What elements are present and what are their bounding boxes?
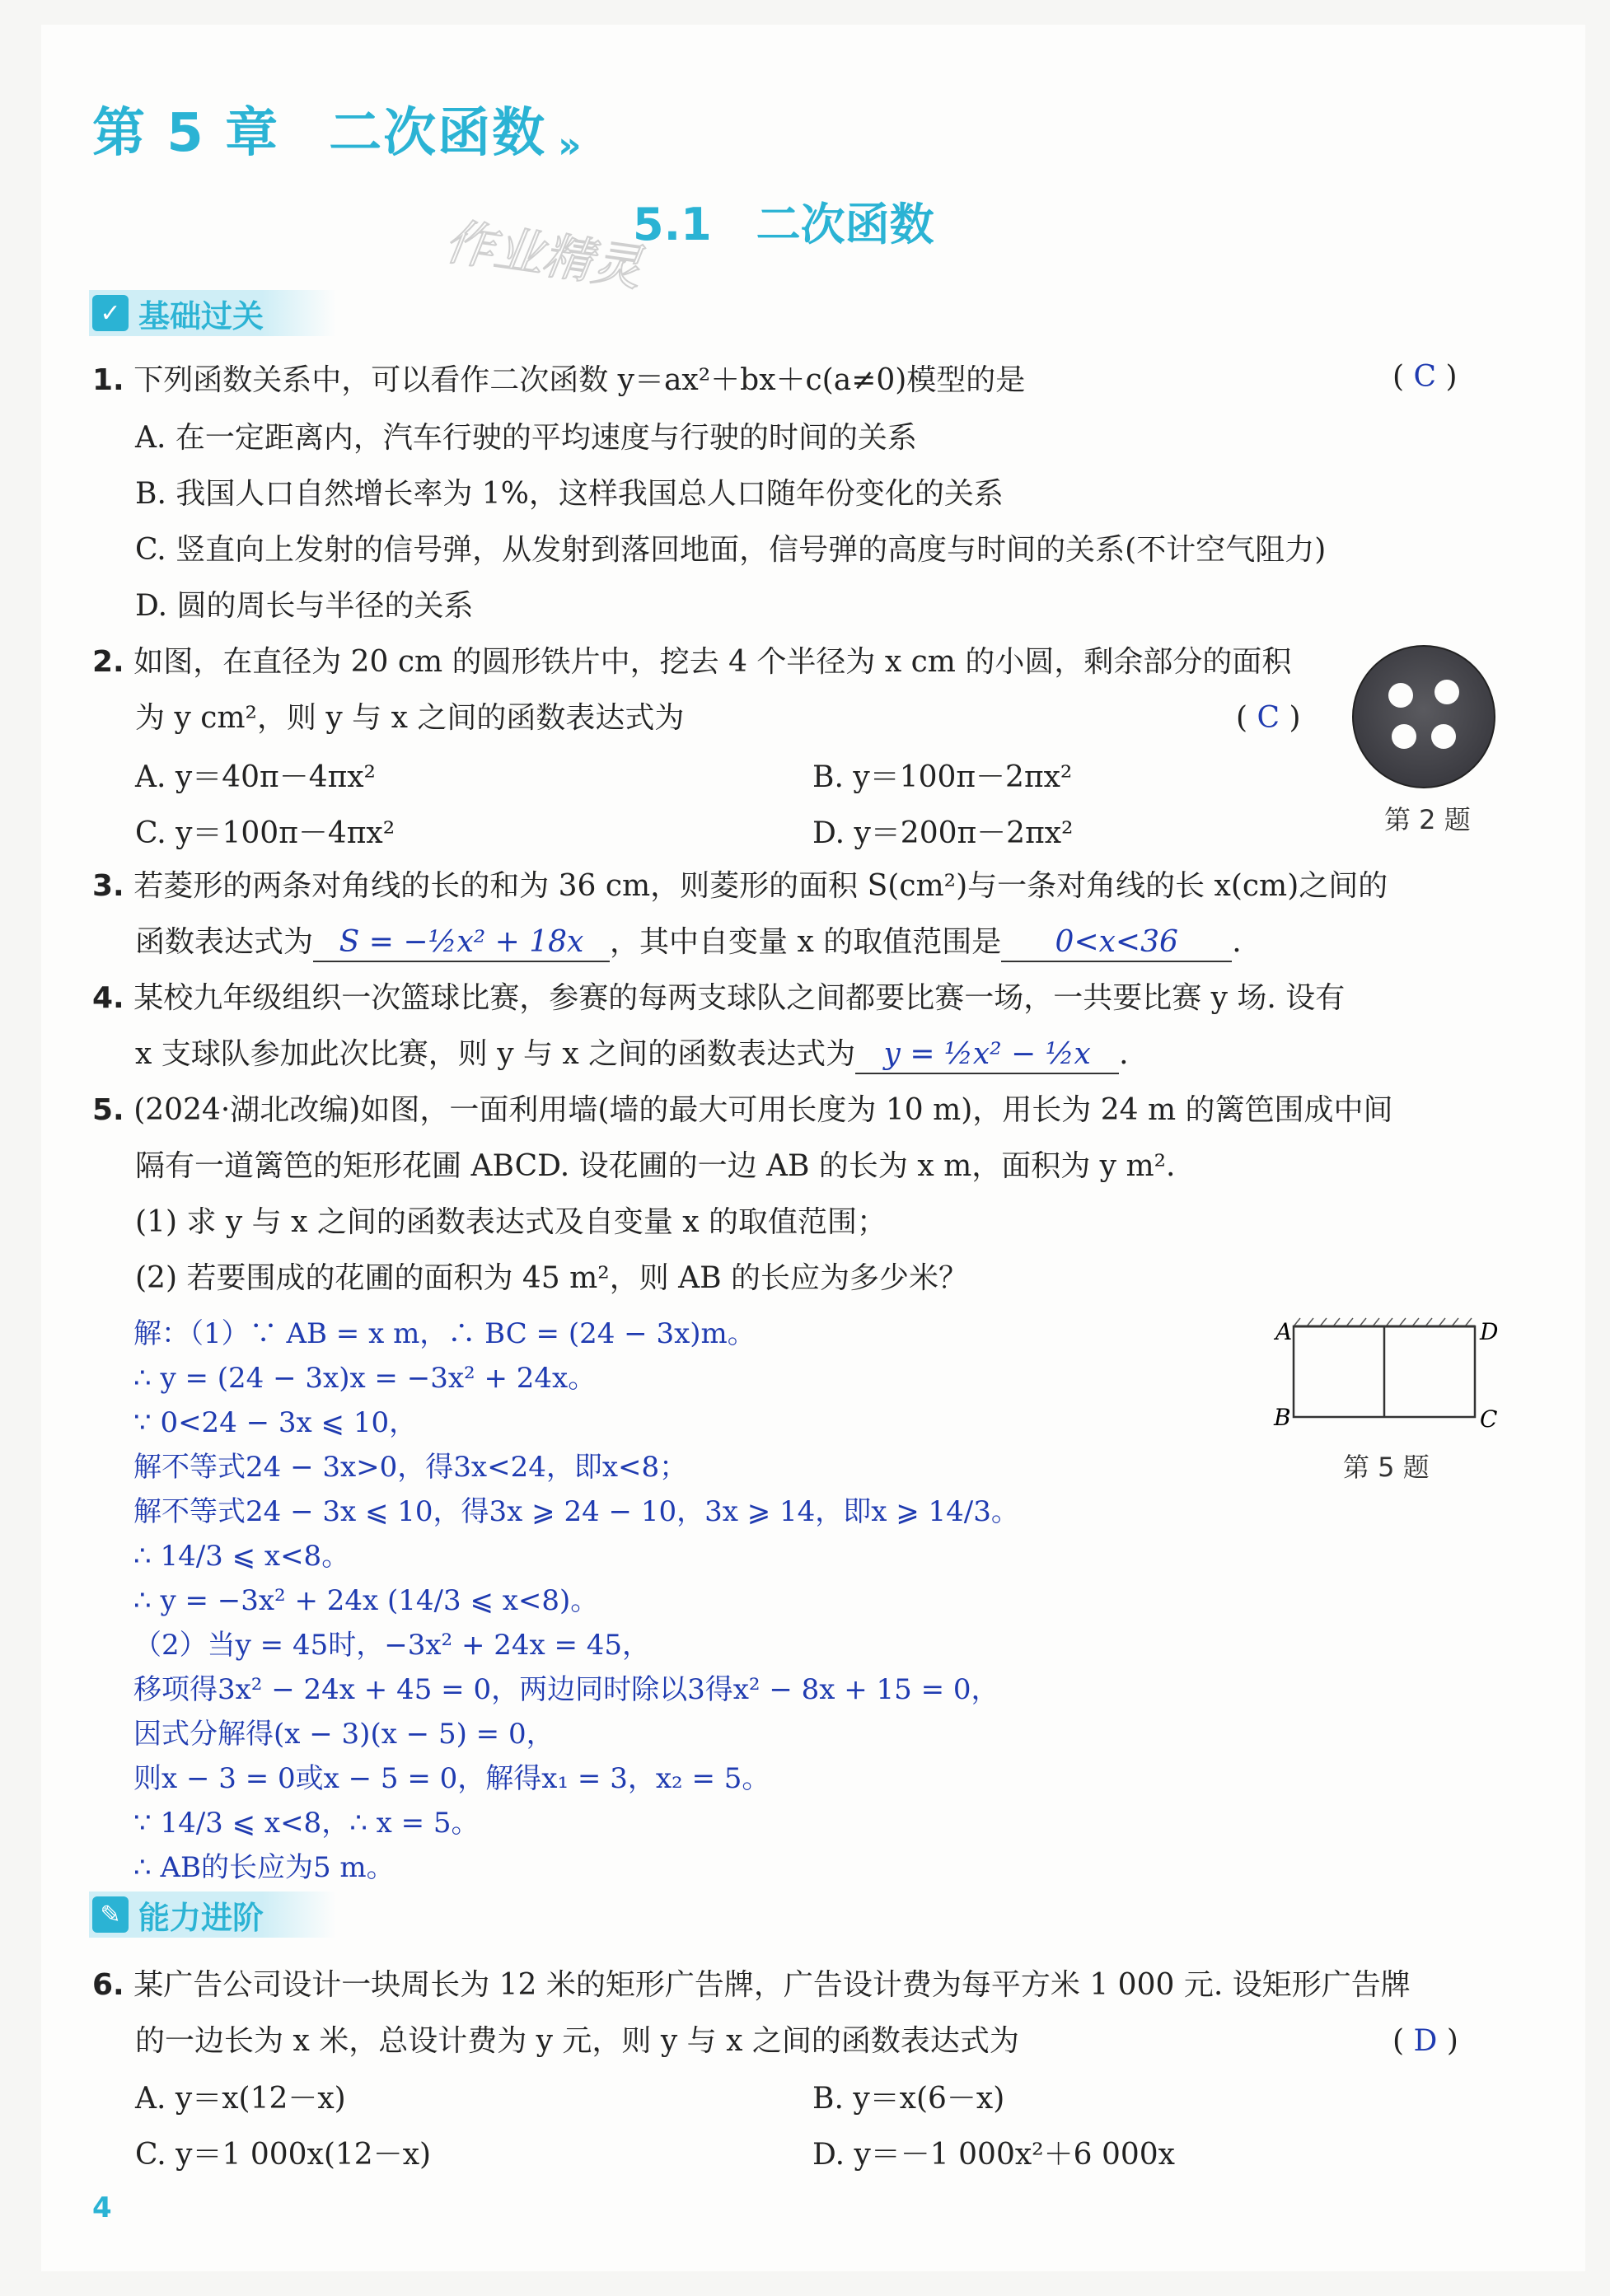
chapter-number: 第 5 章 (92, 103, 280, 164)
solution-line: （2）当y = 45时，−3x² + 24x = 45， (133, 1629, 651, 1662)
option-d: D. y＝－1 000x²＋6 000x (812, 2138, 1175, 2172)
answer-bracket: ( C ) (1236, 701, 1301, 735)
question-stem: (2024·湖北改编)如图，一面利用墙(墙的最大可用长度为 10 m)，用长为 24 m 的篱笆围成中间 (133, 1093, 1393, 1127)
solution-line: 移项得3x² − 24x + 45 = 0，两边同时除以3得x² − 8x + 15 = 0， (133, 1673, 999, 1706)
question-stem-2: 隔有一道篱笆的矩形花圃 ABCD. 设花圃的一边 AB 的长为 x m，面积为 y m². (135, 1149, 1176, 1183)
option-b: B. y＝x(6－x) (812, 2082, 1005, 2116)
stem-part: 函数表达式为 (135, 925, 314, 959)
bar-label: 基础过关 (138, 297, 264, 334)
option-c: C. y＝100π－4πx² (135, 816, 395, 850)
answer-bracket: ( D ) (1392, 2024, 1458, 2058)
page-number: 4 (92, 2191, 112, 2224)
handwritten-solution (133, 1312, 1019, 1890)
label-d: D (1480, 1318, 1499, 1345)
question-number: 6. (92, 1968, 124, 2002)
question-number: 4. (92, 981, 124, 1015)
option-d: D. 圆的周长与半径的关系 (135, 589, 474, 623)
fill-blank-1: S = −½x² + 18x (313, 924, 610, 962)
option-b: B. y＝100π－2πx² (812, 760, 1073, 794)
metal-disc-figure (1351, 644, 1496, 789)
fill-blank: y = ½x² − ½x (855, 1036, 1119, 1074)
solution-line: ∴ y = (24 − 3x)x = −3x² + 24x。 (133, 1362, 597, 1395)
option-a: A. y＝40π－4πx² (135, 760, 376, 794)
sub-question-1: (1) 求 y 与 x 之间的函数表达式及自变量 x 的取值范围； (135, 1205, 887, 1239)
question-6 (92, 1967, 1411, 2004)
section-title: 5.1 二次函数 (633, 199, 934, 250)
question-stem: 某校九年级组织一次篮球比赛，参赛的每两支球队之间都要比赛一场，一共要比赛 y 场. 设有 (133, 981, 1346, 1015)
option-a: A. y＝x(12－x) (135, 2082, 346, 2116)
pencil-icon: ✎ (92, 1896, 129, 1933)
question-stem: 如图，在直径为 20 cm 的圆形铁片中，挖去 4 个半径为 x cm 的小圆，剩余部分的面积 (133, 645, 1292, 679)
question-stem: 某广告公司设计一块周长为 12 米的矩形广告牌，广告设计费为每平方米 1 000 元. 设矩形广告牌 (133, 1968, 1411, 2002)
check-icon: ✓ (92, 295, 129, 331)
question-1 (92, 362, 1025, 399)
label-a: A (1275, 1318, 1293, 1345)
option-c: C. 竖直向上发射的信号弹，从发射到落回地面，信号弹的高度与时间的关系(不计空气阻力) (135, 533, 1327, 567)
label-c: C (1480, 1405, 1498, 1433)
figure-caption: 第 2 题 (1384, 804, 1471, 835)
question-4 (92, 980, 1345, 1017)
section-bar-basic (89, 290, 336, 336)
question-3 (92, 868, 1388, 905)
answer-choice: C (1257, 701, 1280, 735)
solution-line: 解不等式24 − 3x ⩽ 10，得3x ⩾ 24 − 10，3x ⩾ 14，即x ⩾ 14/3。 (133, 1495, 1019, 1528)
figure-caption: 第 5 题 (1343, 1452, 1430, 1483)
solution-line: 解不等式24 − 3x>0，得3x<24，即x<8； (133, 1451, 688, 1484)
question-number: 5. (92, 1093, 124, 1127)
option-c: C. y＝1 000x(12－x) (135, 2138, 432, 2172)
solution-line: 则x − 3 = 0或x − 5 = 0，解得x₁ = 3，x₂ = 5。 (133, 1762, 770, 1795)
option-d: D. y＝200π－2πx² (812, 816, 1074, 850)
bar-label: 能力进阶 (138, 1899, 264, 1936)
solution-line: ∴ y = −3x² + 24x (14/3 ⩽ x<8)。 (133, 1584, 599, 1617)
answer-choice: C (1413, 360, 1437, 394)
question-stem: 下列函数关系中，可以看作二次函数 y＝ax²＋bx＋c(a≠0)模型的是 (133, 363, 1026, 397)
stem-end: . (1119, 1037, 1129, 1071)
question-number: 3. (92, 869, 124, 903)
solution-line: 解：（1）∵ AB = x m，∴ BC = (24 − 3x)m。 (133, 1317, 756, 1350)
question-number: 1. (92, 363, 124, 397)
question-4-line2 (135, 1036, 1129, 1074)
solution-line: ∵ 14/3 ⩽ x<8，∴ x = 5。 (133, 1807, 480, 1840)
option-b: B. 我国人口自然增长率为 1%，这样我国总人口随年份变化的关系 (135, 477, 1004, 511)
option-a: A. 在一定距离内，汽车行驶的平均速度与行驶的时间的关系 (135, 421, 917, 455)
solution-line: ∵ 0<24 − 3x ⩽ 10， (133, 1406, 418, 1439)
question-2 (92, 644, 1291, 680)
solution-line: ∴ 14/3 ⩽ x<8。 (133, 1540, 350, 1573)
chapter-title (92, 91, 583, 166)
watermark: 作业精灵 (441, 213, 646, 298)
solution-line: ∴ AB的长应为5 m。 (133, 1851, 395, 1884)
question-5 (92, 1092, 1393, 1129)
question-number: 2. (92, 645, 124, 679)
question-stem-2: 的一边长为 x 米，总设计费为 y 元，则 y 与 x 之间的函数表达式为 (135, 2024, 1019, 2058)
double-chevron-icon: » (558, 124, 583, 166)
section-bar-advanced (89, 1892, 336, 1938)
fill-blank-2: 0<x<36 (1001, 924, 1232, 962)
question-3-line2 (135, 924, 1242, 962)
stem-part: ，其中自变量 x 的取值范围是 (610, 925, 1002, 959)
answer-choice: D (1413, 2024, 1438, 2058)
label-b: B (1274, 1404, 1291, 1431)
solution-line: 因式分解得(x − 3)(x − 5) = 0， (133, 1718, 555, 1751)
chapter-name: 二次函数 (329, 103, 547, 164)
answer-bracket: ( C ) (1392, 360, 1458, 394)
sub-question-2: (2) 若要围成的花圃的面积为 45 m²，则 AB 的长应为多少米？ (135, 1261, 969, 1295)
stem-end: . (1232, 925, 1242, 959)
question-stem-2: 为 y cm²，则 y 与 x 之间的函数表达式为 (135, 701, 685, 735)
stem-part: x 支球队参加此次比赛，则 y 与 x 之间的函数表达式为 (135, 1037, 856, 1071)
garden-figure (1261, 1310, 1508, 1433)
question-stem: 若菱形的两条对角线的长的和为 36 cm，则菱形的面积 S(cm²)与一条对角线的长 x(cm)之间的 (133, 869, 1388, 903)
